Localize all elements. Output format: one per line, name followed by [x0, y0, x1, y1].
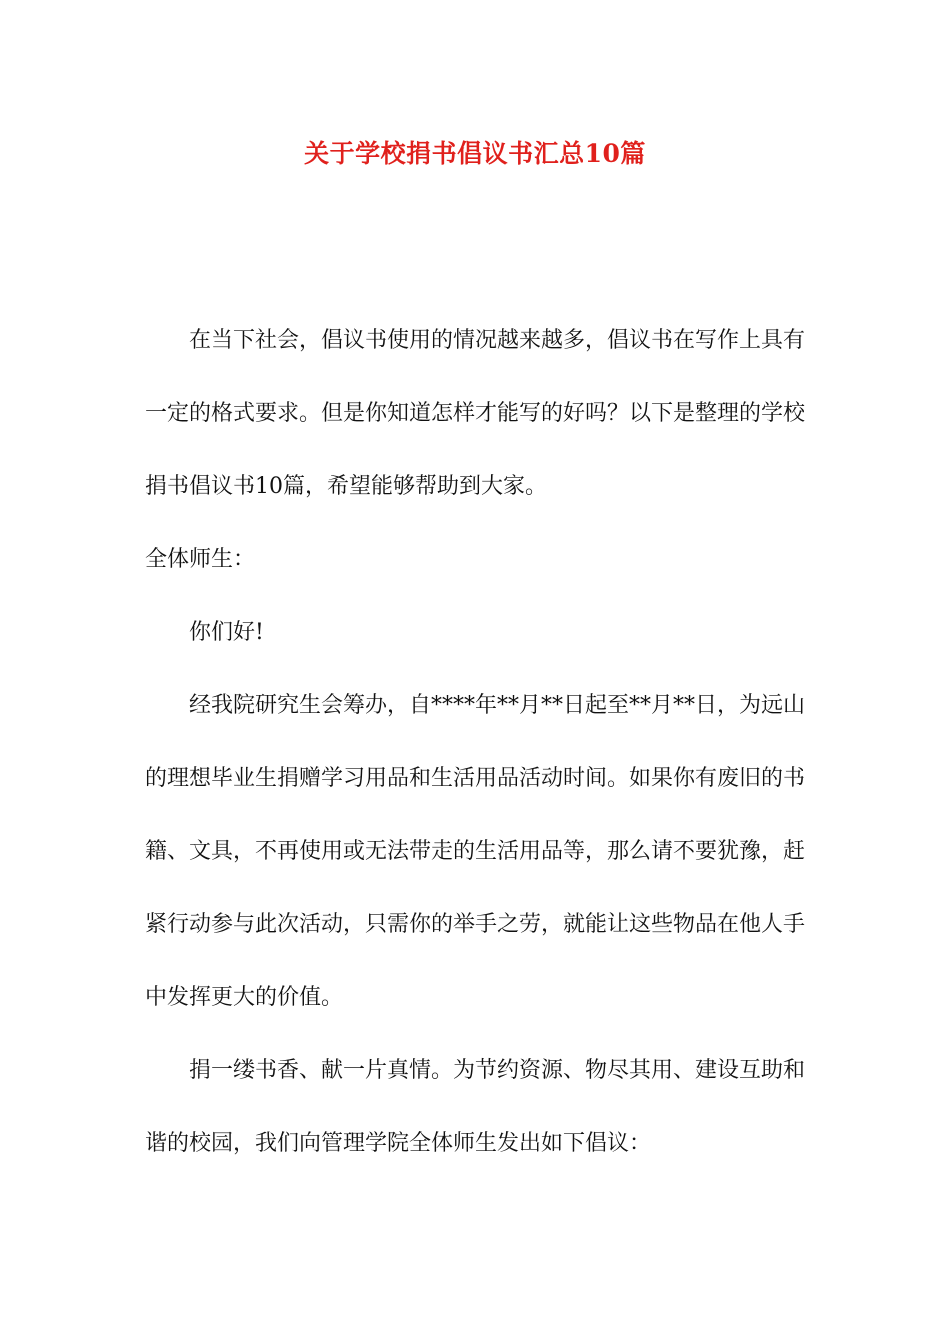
salutation: 全体师生： [145, 547, 256, 572]
intro-paragraph: 在当下社会，倡议书使用的情况越来越多，倡议书在写作上具有一定的格式要求。但是你知道怎样才能写的好吗？以下是整理的学校捐书倡议书10篇，希望能够帮助到大家。 [145, 328, 806, 499]
body-paragraph-2: 捐一缕书香、献一片真情。为节约资源、物尽其用、建设互助和谐的校园，我们向管理学院全体师生发出如下倡议： [145, 1058, 806, 1156]
greeting: 你们好! [189, 620, 264, 645]
document-title: 关于学校捐书倡议书汇总10篇 [304, 139, 646, 168]
document-body [145, 304, 805, 1180]
body-paragraph-1: 经我院研究生会筹办，自****年**月**日起至**月**日，为远山的理想毕业生捐赠学习用品和生活用品活动时间。如果你有废旧的书籍、文具，不再使用或无法带走的生活用品等，那么请不要犹豫，赶紧行动参与此次活动，只需你的举手之劳，就能让这些物品在他人手中发挥更大的价值。 [145, 693, 806, 1010]
